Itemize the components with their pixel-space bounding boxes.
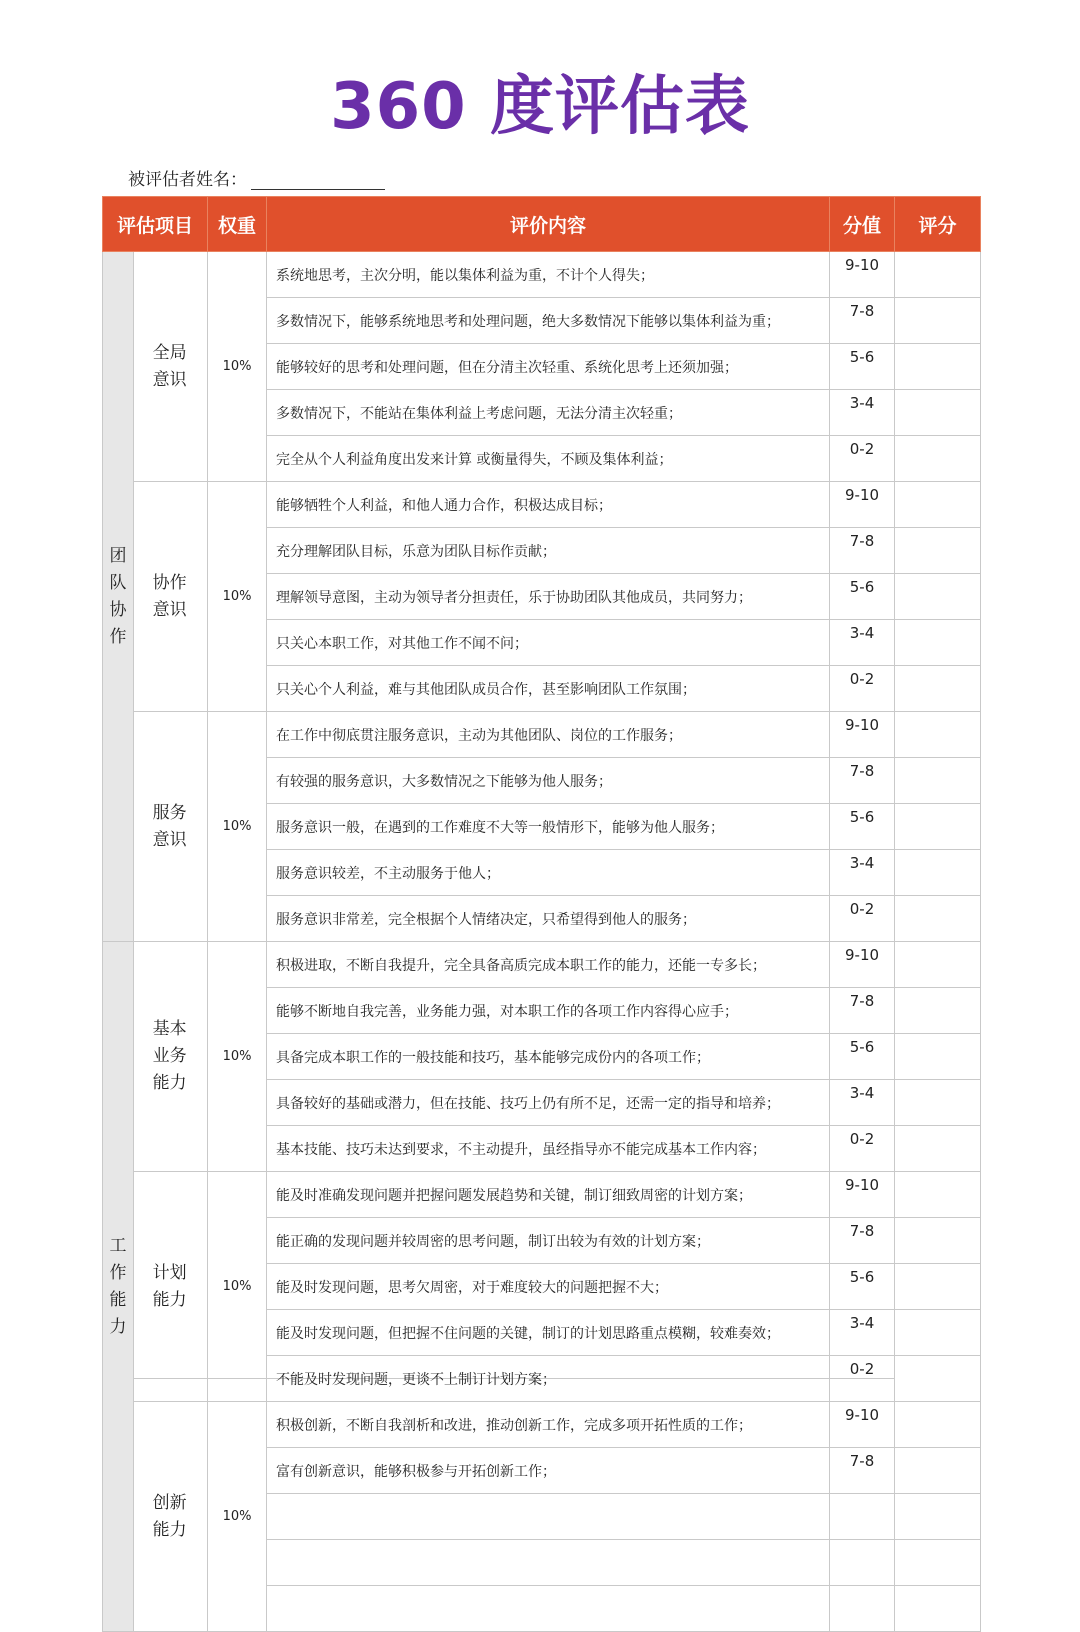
score-range: 3-4 [830,1080,895,1126]
rating-input-cell[interactable] [895,252,981,298]
rating-input-cell[interactable] [895,298,981,344]
table-body [103,252,981,1632]
subitem-name: 服务意识 [152,802,187,850]
criteria-text [267,1586,830,1632]
header-item: 评估项目 [103,197,208,252]
rating-input-cell[interactable] [895,436,981,482]
category-cell [103,252,134,942]
evaluatee-name-row [128,162,385,190]
evaluatee-name-label: 被评估者姓名： [128,170,247,190]
table-row [103,1402,981,1448]
criteria-text: 服务意识较差，不主动服务于他人； [267,850,830,896]
score-range [830,1494,895,1540]
rating-input-cell[interactable] [895,1218,981,1264]
criteria-text: 积极创新，不断自我剖析和改进，推动创新工作，完成多项开拓性质的工作； [267,1402,830,1448]
weight-value: 10% [208,712,267,942]
score-range: 0-2 [830,896,895,942]
rating-input-cell[interactable] [895,850,981,896]
weight-value: 10% [208,1172,267,1402]
score-range: 7-8 [830,1218,895,1264]
weight-value: 10% [208,942,267,1172]
score-range: 0-2 [830,1356,895,1402]
criteria-text [267,1494,830,1540]
category-cell [103,942,134,1632]
rating-input-cell[interactable] [895,1034,981,1080]
rating-input-cell[interactable] [895,1540,981,1586]
score-range: 5-6 [830,1034,895,1080]
table-row [103,942,981,988]
table-row [103,252,981,298]
evaluatee-name-field[interactable] [251,169,385,190]
category-name: 工作能力 [109,1235,127,1337]
rating-input-cell[interactable] [895,988,981,1034]
score-range: 9-10 [830,1402,895,1448]
criteria-text: 能够不断地自我完善，业务能力强，对本职工作的各项工作内容得心应手； [267,988,830,1034]
score-range: 7-8 [830,298,895,344]
score-range: 0-2 [830,436,895,482]
score-range: 0-2 [830,666,895,712]
header-weight: 权重 [208,197,267,252]
score-range: 7-8 [830,1448,895,1494]
score-range: 9-10 [830,712,895,758]
criteria-text: 只关心本职工作，对其他工作不闻不问； [267,620,830,666]
rating-input-cell[interactable] [895,666,981,712]
rating-input-cell[interactable] [895,482,981,528]
header-content: 评价内容 [267,197,830,252]
criteria-text: 具备完成本职工作的一般技能和技巧，基本能够完成份内的各项工作； [267,1034,830,1080]
criteria-text: 理解领导意图，主动为领导者分担责任，乐于协助团队其他成员，共同努力； [267,574,830,620]
subitem-cell [134,1402,208,1632]
weight-value: 10% [208,1402,267,1632]
criteria-text: 能正确的发现问题并较周密的思考问题，制订出较为有效的计划方案； [267,1218,830,1264]
score-range: 9-10 [830,252,895,298]
criteria-text: 完全从个人利益角度出发来计算 或衡量得失，不顾及集体利益； [267,436,830,482]
score-range: 7-8 [830,528,895,574]
rating-input-cell[interactable] [895,1402,981,1448]
rating-input-cell[interactable] [895,1080,981,1126]
rating-input-cell[interactable] [895,1126,981,1172]
criteria-text: 能及时发现问题，思考欠周密，对于难度较大的问题把握不大； [267,1264,830,1310]
score-range: 3-4 [830,620,895,666]
evaluation-table [102,196,981,1632]
criteria-text: 系统地思考，主次分明，能以集体利益为重，不计个人得失； [267,252,830,298]
subitem-name: 创新能力 [152,1492,187,1540]
score-range: 5-6 [830,804,895,850]
header-rating: 评分 [895,197,981,252]
subitem-cell [134,712,208,942]
table-row [103,712,981,758]
header-score: 分值 [830,197,895,252]
table-header-row [103,197,981,252]
subitem-cell [134,1172,208,1402]
rating-input-cell[interactable] [895,1356,981,1402]
criteria-text: 只关心个人利益，难与其他团队成员合作，甚至影响团队工作氛围； [267,666,830,712]
score-range: 7-8 [830,758,895,804]
rating-input-cell[interactable] [895,896,981,942]
criteria-text: 服务意识非常差，完全根据个人情绪决定，只希望得到他人的服务； [267,896,830,942]
criteria-text: 多数情况下，能够系统地思考和处理问题，绝大多数情况下能够以集体利益为重； [267,298,830,344]
rating-input-cell[interactable] [895,1264,981,1310]
criteria-text: 多数情况下，不能站在集体利益上考虑问题，无法分清主次轻重； [267,390,830,436]
rating-input-cell[interactable] [895,574,981,620]
score-range: 3-4 [830,1310,895,1356]
rating-input-cell[interactable] [895,390,981,436]
criteria-text: 基本技能、技巧未达到要求，不主动提升，虽经指导亦不能完成基本工作内容； [267,1126,830,1172]
table-row [103,482,981,528]
rating-input-cell[interactable] [895,804,981,850]
rating-input-cell[interactable] [895,1494,981,1540]
rating-input-cell[interactable] [895,1586,981,1632]
score-range: 9-10 [830,942,895,988]
score-range [830,1586,895,1632]
subitem-cell [134,252,208,482]
page-title: 360 度评估表 [330,70,750,144]
subitem-name: 全局意识 [152,342,187,390]
score-range: 5-6 [830,574,895,620]
score-range: 5-6 [830,1264,895,1310]
criteria-text: 具备较好的基础或潜力，但在技能、技巧上仍有所不足，还需一定的指导和培养； [267,1080,830,1126]
score-range: 9-10 [830,482,895,528]
evaluation-table-container [102,196,980,1540]
weight-value: 10% [208,252,267,482]
subitem-cell [134,482,208,712]
subitem-name: 计划能力 [152,1262,187,1310]
criteria-text: 积极进取，不断自我提升，完全具备高质完成本职工作的能力，还能一专多长； [267,942,830,988]
criteria-text: 服务意识一般，在遇到的工作难度不大等一般情形下，能够为他人服务； [267,804,830,850]
rating-input-cell[interactable] [895,712,981,758]
weight-value: 10% [208,482,267,712]
criteria-text: 能够牺牲个人利益，和他人通力合作，积极达成目标； [267,482,830,528]
rating-input-cell[interactable] [895,1448,981,1494]
subitem-name: 协作意识 [152,572,187,620]
score-range: 7-8 [830,988,895,1034]
rating-input-cell[interactable] [895,942,981,988]
score-range: 5-6 [830,344,895,390]
score-range: 3-4 [830,390,895,436]
subitem-cell [134,942,208,1172]
criteria-text: 能及时发现问题，但把握不住问题的关键，制订的计划思路重点模糊，较难奏效； [267,1310,830,1356]
rating-input-cell[interactable] [895,1172,981,1218]
rating-input-cell[interactable] [895,1310,981,1356]
criteria-text: 有较强的服务意识，大多数情况之下能够为他人服务； [267,758,830,804]
score-range: 3-4 [830,850,895,896]
score-range: 9-10 [830,1172,895,1218]
criteria-text: 不能及时发现问题，更谈不上制订计划方案； [267,1356,830,1402]
rating-input-cell[interactable] [895,620,981,666]
category-name: 团队协作 [109,545,127,647]
score-range [830,1540,895,1586]
rating-input-cell[interactable] [895,344,981,390]
criteria-text [267,1540,830,1586]
criteria-text: 能够较好的思考和处理问题，但在分清主次轻重、系统化思考上还须加强； [267,344,830,390]
table-row [103,1172,981,1218]
rating-input-cell[interactable] [895,758,981,804]
criteria-text: 能及时准确发现问题并把握问题发展趋势和关键，制订细致周密的计划方案； [267,1172,830,1218]
criteria-text: 在工作中彻底贯注服务意识，主动为其他团队、岗位的工作服务； [267,712,830,758]
subitem-name: 基本业务能力 [152,1019,187,1093]
score-range: 0-2 [830,1126,895,1172]
criteria-text: 富有创新意识，能够积极参与开拓创新工作； [267,1448,830,1494]
rating-input-cell[interactable] [895,528,981,574]
criteria-text: 充分理解团队目标，乐意为团队目标作贡献； [267,528,830,574]
